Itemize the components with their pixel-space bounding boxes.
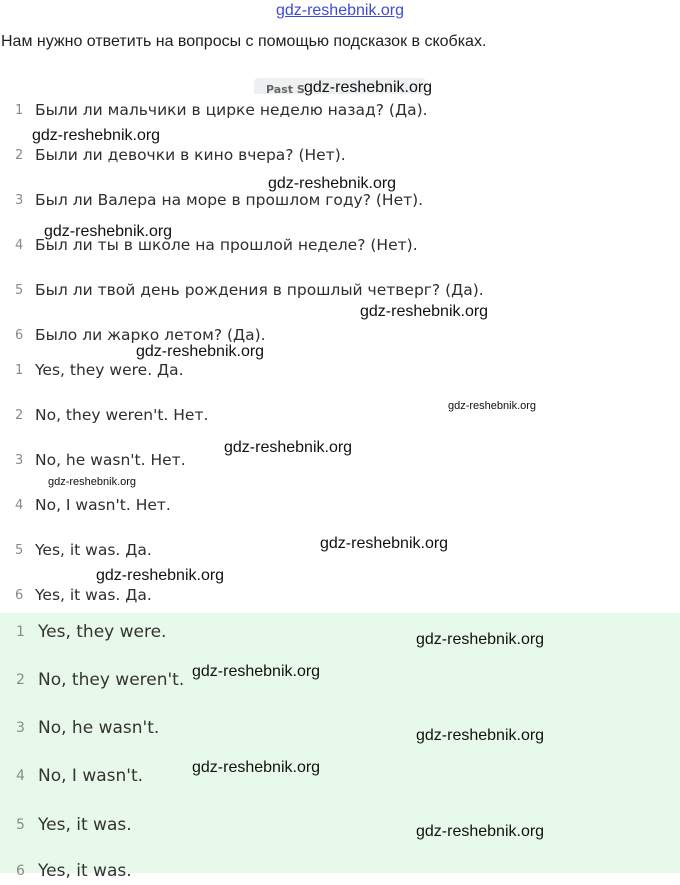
answer-number: 6 <box>16 863 25 879</box>
task-intro: Нам нужно ответить на вопросы с помощью подсказок в скобках. <box>1 33 487 50</box>
watermark: gdz-reshebnik.org <box>96 567 225 584</box>
site-header-link[interactable]: gdz-reshebnik.org <box>275 2 405 19</box>
translation-number: 1 <box>15 363 24 378</box>
question-number: 5 <box>15 283 24 298</box>
answer-text: Yes, they were. <box>38 622 167 642</box>
watermark: gdz-reshebnik.org <box>416 823 545 840</box>
translation-text: No, he wasn't. Нет. <box>35 451 186 469</box>
watermark: gdz-reshebnik.org <box>360 303 489 320</box>
answer-number: 1 <box>16 624 25 640</box>
translation-number: 2 <box>15 408 24 423</box>
question-text: Был ли Валера на море в прошлом году? (Нет). <box>35 191 424 209</box>
question-number: 6 <box>15 328 24 343</box>
translation-text: Yes, it was. Да. <box>35 586 152 604</box>
answer-text: No, I wasn't. <box>38 766 144 786</box>
watermark: gdz-reshebnik.org <box>224 439 353 456</box>
watermark: gdz-reshebnik.org <box>416 727 545 744</box>
watermark: gdz-reshebnik.org <box>44 223 173 240</box>
watermark: gdz-reshebnik.org <box>416 631 545 648</box>
translation-text: No, I wasn't. Нет. <box>35 496 171 514</box>
answer-number: 3 <box>16 720 25 736</box>
translation-number: 4 <box>15 498 24 513</box>
answer-number: 4 <box>16 768 25 784</box>
answer-text: Yes, it was. <box>38 815 132 835</box>
question-number: 2 <box>15 148 24 163</box>
translation-number: 3 <box>15 453 24 468</box>
question-number: 3 <box>15 193 24 208</box>
watermark: gdz-reshebnik.org <box>304 79 433 96</box>
answer-number: 2 <box>16 672 25 688</box>
translation-number: 6 <box>15 588 24 603</box>
translation-text: Yes, they were. Да. <box>35 361 184 379</box>
question-text: Были ли мальчики в цирке неделю назад? (Да). <box>35 101 428 119</box>
answer-panel <box>0 613 680 881</box>
answer-text: No, he wasn't. <box>38 718 160 738</box>
question-text: Было ли жарко летом? (Да). <box>35 326 266 344</box>
translation-number: 5 <box>15 543 24 558</box>
watermark: gdz-reshebnik.org <box>48 476 137 488</box>
question-text: Были ли девочки в кино вчера? (Нет). <box>35 146 346 164</box>
watermark: gdz-reshebnik.org <box>192 759 321 776</box>
answer-text: Yes, it was. <box>38 861 132 881</box>
question-text: Был ли ты в школе на прошлой неделе? (Нет). <box>35 236 418 254</box>
question-number: 4 <box>15 238 24 253</box>
answer-text: No, they weren't. <box>38 670 185 690</box>
question-number: 1 <box>15 103 24 118</box>
watermark: gdz-reshebnik.org <box>268 175 397 192</box>
watermark: gdz-reshebnik.org <box>32 127 161 144</box>
tab-past-simple[interactable]: Past S <box>254 78 426 94</box>
answer-number: 5 <box>16 817 25 833</box>
translation-text: Yes, it was. Да. <box>35 541 152 559</box>
question-text: Был ли твой день рождения в прошлый четверг? (Да). <box>35 281 484 299</box>
watermark: gdz-reshebnik.org <box>192 663 321 680</box>
watermark: gdz-reshebnik.org <box>136 343 265 360</box>
watermark: gdz-reshebnik.org <box>448 400 537 412</box>
translation-text: No, they weren't. Нет. <box>35 406 209 424</box>
watermark: gdz-reshebnik.org <box>320 535 449 552</box>
